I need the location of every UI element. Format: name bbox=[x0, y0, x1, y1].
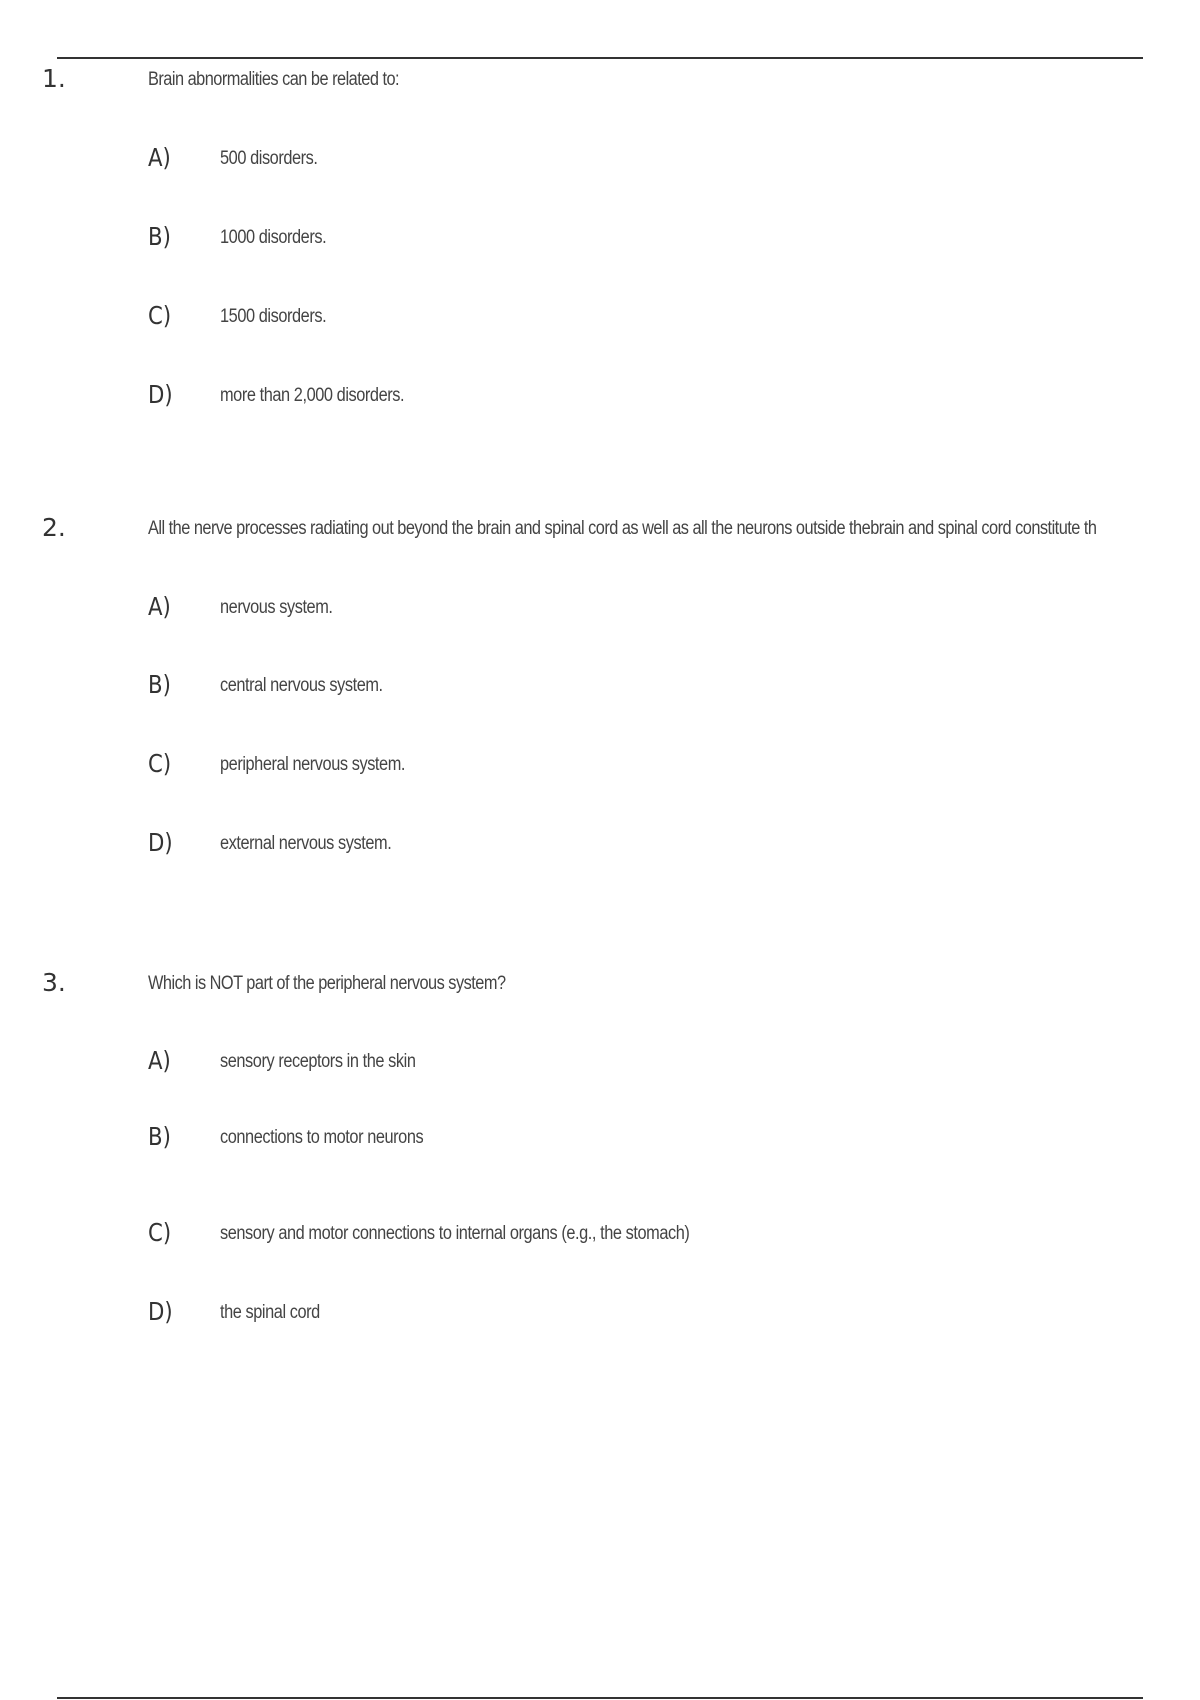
option-text: connections to motor neurons bbox=[220, 1127, 424, 1148]
option-2c bbox=[0, 751, 1200, 785]
option-3b bbox=[0, 1124, 1200, 1158]
option-2b bbox=[0, 672, 1200, 706]
option-letter: A) bbox=[148, 1046, 171, 1075]
option-text: 500 disorders. bbox=[220, 148, 318, 169]
question-stem: All the nerve processes radiating out beyond the brain and spinal cord as well as all the neurons outside thebrain and spinal cord constitute th bbox=[148, 518, 1097, 539]
option-text: 1000 disorders. bbox=[220, 227, 327, 248]
option-2d bbox=[0, 830, 1200, 864]
option-text: external nervous system. bbox=[220, 833, 392, 854]
question-stem: Which is NOT part of the peripheral nervous system? bbox=[148, 973, 506, 994]
option-letter: C) bbox=[148, 749, 172, 778]
option-1a bbox=[0, 145, 1200, 179]
option-text: 1500 disorders. bbox=[220, 306, 327, 327]
option-letter: D) bbox=[148, 828, 173, 857]
option-text: central nervous system. bbox=[220, 675, 383, 696]
question-number: 3. bbox=[42, 968, 66, 997]
question-number: 2. bbox=[42, 513, 66, 542]
option-text: more than 2,000 disorders. bbox=[220, 385, 405, 406]
option-text: nervous system. bbox=[220, 597, 333, 618]
option-text: sensory receptors in the skin bbox=[220, 1051, 416, 1072]
option-3a bbox=[0, 1048, 1200, 1082]
question-stem: Brain abnormalities can be related to: bbox=[148, 69, 400, 90]
option-letter: B) bbox=[148, 670, 171, 699]
option-letter: D) bbox=[148, 1297, 173, 1326]
option-1c bbox=[0, 303, 1200, 337]
option-1d bbox=[0, 382, 1200, 416]
bottom-rule bbox=[57, 1697, 1143, 1699]
option-3d bbox=[0, 1299, 1200, 1333]
option-1b bbox=[0, 224, 1200, 258]
option-letter: B) bbox=[148, 222, 171, 251]
option-3c bbox=[0, 1220, 1200, 1254]
option-letter: B) bbox=[148, 1122, 171, 1151]
option-letter: C) bbox=[148, 301, 172, 330]
option-2a bbox=[0, 594, 1200, 628]
option-text: peripheral nervous system. bbox=[220, 754, 405, 775]
option-letter: A) bbox=[148, 143, 171, 172]
option-text: the spinal cord bbox=[220, 1302, 320, 1323]
option-letter: A) bbox=[148, 592, 171, 621]
option-letter: C) bbox=[148, 1218, 172, 1247]
top-rule bbox=[57, 57, 1143, 59]
option-text: sensory and motor connections to internal organs (e.g., the stomach) bbox=[220, 1223, 690, 1244]
question-number: 1. bbox=[42, 64, 66, 93]
option-letter: D) bbox=[148, 380, 173, 409]
